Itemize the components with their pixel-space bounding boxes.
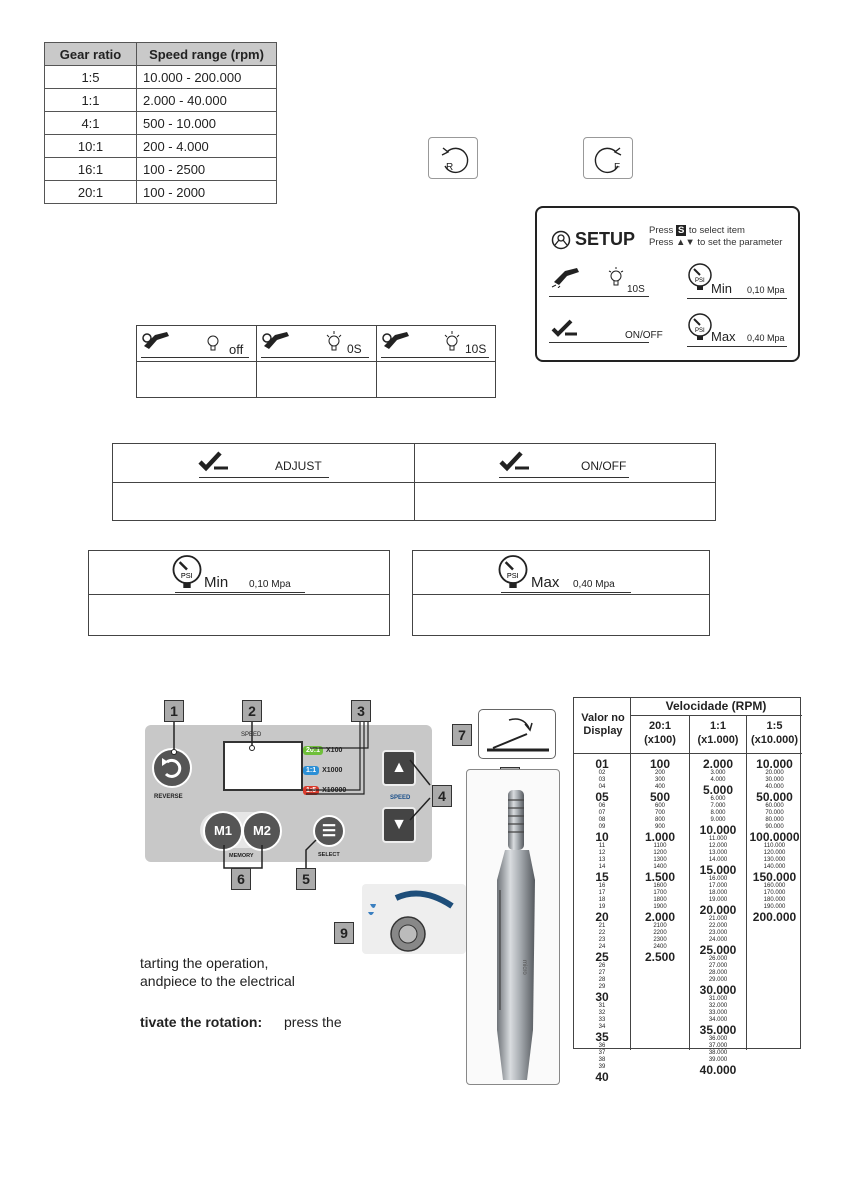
svg-text:micro: micro: [521, 960, 527, 975]
divider: [175, 592, 305, 593]
callout-tag-7: 7: [452, 724, 472, 746]
table-cell: 120.000: [763, 850, 786, 856]
speed-range-cell: 200 - 4.000: [137, 135, 277, 158]
instruction-text: to set the parameter: [697, 237, 783, 248]
handpiece-icon: [381, 330, 415, 354]
table-cell: 14: [598, 864, 606, 870]
table-cell: 1.000: [644, 830, 676, 844]
table-cell: 15.000: [699, 863, 737, 877]
table-cell: 200: [654, 770, 665, 776]
light-bulb-icon: [205, 332, 221, 354]
velocity-column-20-1: [631, 758, 689, 963]
light-value: off: [229, 342, 244, 357]
table-cell: 03: [598, 777, 606, 783]
callout-tag-4: 4: [432, 785, 452, 807]
table-cell: 24.000: [708, 937, 728, 943]
table-cell: 06: [598, 803, 606, 809]
table-cell: 180.000: [763, 897, 786, 903]
steering-wheel-icon: [551, 230, 571, 250]
table-cell: 28: [598, 977, 606, 983]
table-cell: 18.000: [708, 890, 728, 896]
table-cell: 31: [598, 1003, 606, 1009]
up-down-arrows-icon: ▲▼: [675, 237, 695, 248]
table-cell: 09: [598, 824, 606, 830]
setup-instruction-2: [649, 237, 782, 248]
table-cell: 02: [598, 770, 606, 776]
table-cell: 1800: [653, 897, 667, 903]
spray-label: ADJUST: [275, 459, 322, 473]
table-cell: 07: [598, 810, 606, 816]
setup-panel: [535, 206, 800, 362]
velocity-table: [573, 697, 801, 1084]
m2-button[interactable]: M2: [242, 811, 282, 851]
body-text-rest: press the: [284, 1014, 342, 1030]
table-cell: 2.000: [644, 910, 676, 924]
table-cell: 30.000: [699, 983, 737, 997]
table-cell: 26: [598, 963, 606, 969]
memory-label: MEMORY: [229, 853, 254, 859]
table-cell: 12.000: [708, 843, 728, 849]
table-cell: 39.000: [708, 1057, 728, 1063]
instruction-text: Press: [649, 237, 674, 248]
table-cell: 04: [598, 784, 606, 790]
table-row: [45, 181, 277, 204]
light-options-table: [136, 325, 496, 398]
table-cell: 9.000: [710, 817, 726, 823]
table-cell: 1600: [653, 883, 667, 889]
speed-down-button[interactable]: ▼: [382, 807, 416, 843]
col-header-mult: (x1.000): [697, 734, 739, 746]
col-header-ratio: 20:1: [648, 720, 672, 732]
table-cell: 200.000: [752, 910, 797, 924]
divider: [141, 357, 249, 358]
forward-letter: F: [614, 162, 621, 173]
table-cell: 10.000: [756, 757, 793, 771]
light-value: 0S: [347, 342, 362, 356]
table-cell: 37: [598, 1050, 606, 1056]
table-cell: 22.000: [708, 923, 728, 929]
table-cell: 2200: [653, 930, 667, 936]
table-cell: 80.000: [765, 817, 784, 823]
divider: [381, 357, 489, 358]
table-cell: 32.000: [708, 1003, 728, 1009]
divider: [499, 477, 629, 478]
max-value: 0,40 Mpa: [747, 333, 785, 343]
ratio-badge: 1:5: [303, 786, 319, 795]
table-cell: 35: [595, 1030, 609, 1044]
table-cell: 19.000: [708, 897, 728, 903]
ratio-badge: 20:1: [303, 746, 323, 755]
table-cell: 36.000: [708, 1036, 728, 1042]
spray-check-icon: [551, 318, 579, 338]
table-cell: 39: [598, 1064, 606, 1070]
foot-pedal-icon: [479, 710, 557, 760]
table-cell: 17: [598, 890, 606, 896]
min-label: Min: [711, 281, 732, 296]
table-cell: 1100: [653, 843, 667, 849]
table-cell: 08: [598, 817, 606, 823]
table-cell: 6.000: [710, 796, 726, 802]
select-label: SELECT: [318, 852, 340, 858]
table-cell: 29: [598, 984, 606, 990]
table-cell: 100.0000: [749, 830, 800, 844]
table-row: [45, 66, 277, 89]
table-cell: 20: [595, 910, 609, 924]
speed-range-cell: 100 - 2000: [137, 181, 277, 204]
gear-ratio-cell: 4:1: [45, 112, 137, 135]
svg-text:PSI: PSI: [695, 328, 705, 334]
instruction-text: to select item: [688, 225, 745, 236]
table-cell: 20.000: [765, 770, 784, 776]
table-cell: 27: [598, 970, 606, 976]
table-cell: 100: [649, 757, 671, 771]
table-cell: 1.500: [644, 870, 676, 884]
table-cell: 600: [654, 803, 665, 809]
gear-ratio-cell: 20:1: [45, 181, 137, 204]
handpiece-photo: [466, 769, 560, 1085]
table-cell: 110.000: [763, 843, 786, 849]
ratio-multiplier: X1000: [322, 767, 343, 774]
ratio-multiplier: X10000: [322, 787, 347, 794]
col-header: [747, 719, 802, 747]
table-cell: 10.000: [699, 823, 737, 837]
table-cell: 38: [598, 1057, 606, 1063]
table-row: [45, 89, 277, 112]
table-row: [45, 112, 277, 135]
table-cell: 18: [598, 897, 606, 903]
onoff-label: ON/OFF: [625, 330, 663, 341]
body-text-line-2: andpiece to the electrical: [140, 973, 295, 989]
table-cell: 140.000: [763, 864, 786, 870]
table-cell: 160.000: [763, 883, 786, 889]
table-cell: 33: [598, 1017, 606, 1023]
table-cell: 31.000: [708, 996, 728, 1002]
velocity-column-1-5: [747, 758, 802, 923]
display-column: [574, 758, 630, 1083]
table-cell: 50.000: [756, 790, 793, 804]
table-cell: 30: [595, 990, 609, 1004]
table-row: [45, 158, 277, 181]
divider: [687, 346, 787, 347]
pressure-max-box: [412, 550, 710, 636]
divider: [549, 342, 649, 343]
table-cell: 21.000: [708, 916, 728, 922]
speed-range-cell: 2.000 - 40.000: [137, 89, 277, 112]
table-cell: 23.000: [708, 930, 728, 936]
table-cell: 13.000: [708, 850, 728, 856]
table-cell: 190.000: [763, 904, 786, 910]
forward-rotation-icon: [583, 137, 633, 179]
table-cell: 35.000: [699, 1023, 737, 1037]
table-cell: 30.000: [765, 777, 784, 783]
ratio-badge: 1:1: [303, 766, 319, 775]
light-value: 10S: [465, 342, 487, 356]
reverse-label: REVERSE: [154, 794, 183, 800]
table-cell: 4.000: [710, 777, 726, 783]
callout-tag-6: 6: [231, 868, 251, 890]
reverse-rotation-icon: [428, 137, 478, 179]
table-cell: 36: [598, 1043, 606, 1049]
table-cell: 25.000: [699, 943, 737, 957]
table-cell: 05: [595, 790, 609, 804]
divider: [501, 592, 631, 593]
gear-ratio-table: [44, 42, 277, 204]
table-cell: 15: [595, 870, 609, 884]
callout-tag-5: 5: [296, 868, 316, 890]
table-cell: 27.000: [708, 963, 728, 969]
ratio-multiplier: X100: [326, 747, 343, 754]
table-cell: 23: [598, 937, 606, 943]
instruction-text: Press: [649, 225, 674, 236]
body-text-line-3: [140, 1014, 342, 1030]
table-cell: 19: [598, 904, 606, 910]
speed-screen-label: SPEED: [241, 732, 262, 738]
light-bulb-on-icon: [443, 330, 461, 354]
col-header-mult: (x10.000): [750, 734, 799, 746]
spray-check-icon: [198, 450, 230, 472]
speed-range-cell: 10.000 - 200.000: [137, 66, 277, 89]
table-cell: 38.000: [708, 1050, 728, 1056]
col-header: [631, 719, 689, 747]
light-time-value: 10S: [627, 284, 645, 295]
max-label: Max: [711, 329, 736, 344]
table-cell: 400: [654, 784, 665, 790]
table-cell: 40.000: [699, 1063, 737, 1077]
pressure-gauge-icon: [171, 553, 203, 591]
divider: [549, 296, 649, 297]
table-cell: 32: [598, 1010, 606, 1016]
select-key-icon: S: [677, 225, 685, 236]
speed-up-button[interactable]: ▲: [382, 750, 416, 786]
pressure-gauge-icon: [497, 553, 529, 591]
pressure-gauge-icon: [687, 312, 713, 342]
table-cell: 70.000: [765, 810, 784, 816]
gear-ratio-cell: 1:1: [45, 89, 137, 112]
table-cell: 1300: [653, 857, 667, 863]
velocity-column-1-1: [690, 758, 746, 1076]
table-cell: 40.000: [765, 784, 784, 790]
callout-tag-1: 1: [164, 700, 184, 722]
table-cell: 16: [598, 883, 606, 889]
light-bulb-on-icon: [325, 330, 343, 354]
m1-button[interactable]: M1: [203, 811, 243, 851]
speed-label: SPEED: [390, 795, 411, 801]
table-cell: 12: [598, 850, 606, 856]
table-cell: 40: [595, 1070, 609, 1084]
select-button[interactable]: ☰: [313, 815, 345, 847]
table-cell: 13: [598, 857, 606, 863]
table-cell: 21: [598, 923, 606, 929]
table-cell: 1200: [653, 850, 667, 856]
table-cell: 26.000: [708, 956, 728, 962]
table-cell: 37.000: [708, 1043, 728, 1049]
col-header-mult: (x100): [644, 734, 676, 746]
table-cell: 33.000: [708, 1010, 728, 1016]
table-cell: 22: [598, 930, 606, 936]
table-cell: 130.000: [763, 857, 786, 863]
pressure-value: 0,10 Mpa: [249, 579, 291, 590]
pressure-label: Min: [204, 574, 229, 591]
speed-range-cell: 100 - 2500: [137, 158, 277, 181]
pressure-min-box: [88, 550, 390, 636]
min-value: 0,10 Mpa: [747, 285, 785, 295]
table-cell: 90.000: [765, 824, 784, 830]
table-cell: 11.000: [709, 836, 727, 842]
table-cell: 1400: [653, 864, 667, 870]
light-bulb-icon: [607, 266, 625, 288]
table-cell: 34.000: [708, 1017, 728, 1023]
table-cell: 24: [598, 944, 606, 950]
pressure-label: Max: [531, 574, 560, 591]
table-cell: 170.000: [763, 890, 786, 896]
divider: [687, 298, 787, 299]
callout-tag-2: 2: [242, 700, 262, 722]
table-cell: 8.000: [710, 810, 726, 816]
table-cell: 2.500: [644, 950, 676, 964]
gear-ratio-cell: 16:1: [45, 158, 137, 181]
spray-check-icon: [499, 450, 531, 472]
table-cell: 01: [595, 757, 609, 771]
setup-instruction-1: [649, 225, 745, 236]
table-cell: 1700: [653, 890, 667, 896]
table-cell: 10: [595, 830, 609, 844]
table-cell: 29.000: [708, 977, 728, 983]
col-header-ratio: 1:1: [710, 720, 726, 732]
table-cell: 1900: [653, 904, 667, 910]
svg-text:PSI: PSI: [695, 278, 705, 284]
table-cell: 500: [649, 790, 671, 804]
foot-pedal-box: [478, 709, 556, 759]
table-cell: 2.000: [702, 757, 734, 771]
table-cell: 11: [598, 843, 606, 849]
table-cell: 34: [598, 1024, 606, 1030]
pressure-value: 0,40 Mpa: [573, 579, 615, 590]
table-cell: 20.000: [699, 903, 737, 917]
display-header: Valor no Display: [581, 712, 625, 737]
table-cell: 300: [654, 777, 665, 783]
table-cell: 2400: [653, 944, 667, 950]
pressure-gauge-icon: [687, 262, 713, 292]
col-header: [690, 719, 746, 747]
handpiece-icon: [551, 266, 585, 288]
divider: [261, 357, 369, 358]
svg-text:PSI: PSI: [506, 571, 519, 581]
speed-range-cell: 500 - 10.000: [137, 112, 277, 135]
svg-text:PSI: PSI: [180, 571, 193, 581]
table-cell: 7.000: [710, 803, 726, 809]
table-cell: 700: [654, 810, 665, 816]
table-row: [45, 135, 277, 158]
table-cell: 14.000: [708, 857, 728, 863]
handpiece-icon: [141, 330, 175, 354]
col-header-ratio: 1:5: [766, 720, 783, 732]
table-cell: 5.000: [702, 783, 734, 797]
gear-ratio-cell: 10:1: [45, 135, 137, 158]
gear-header-speed: Speed range (rpm): [137, 43, 277, 66]
body-text-line-1: tarting the operation,: [140, 955, 269, 971]
reverse-letter: R: [446, 162, 454, 173]
table-cell: 60.000: [765, 803, 784, 809]
table-cell: 25: [595, 950, 609, 964]
spray-knob-photo: [362, 884, 466, 954]
setup-title: SETUP: [575, 229, 636, 249]
table-cell: 16.000: [708, 876, 728, 882]
spray-label: ON/OFF: [581, 459, 627, 473]
velocity-title: Velocidade (RPM): [665, 699, 767, 713]
callout-tag-9: 9: [334, 922, 354, 944]
table-cell: 150.000: [752, 870, 797, 884]
table-cell: 2300: [653, 937, 667, 943]
body-text-bold: tivate the rotation:: [140, 1014, 263, 1030]
table-cell: 2100: [653, 923, 667, 929]
callout-tag-3: 3: [351, 700, 371, 722]
gear-header-ratio: Gear ratio: [45, 43, 137, 66]
spray-options-table: [112, 443, 716, 521]
table-cell: 3.000: [710, 770, 726, 776]
table-cell: 17.000: [708, 883, 728, 889]
divider: [199, 477, 329, 478]
gear-ratio-cell: 1:5: [45, 66, 137, 89]
table-cell: 800: [654, 817, 665, 823]
table-cell: 28.000: [708, 970, 728, 976]
handpiece-icon: [261, 330, 295, 354]
table-cell: 900: [654, 824, 665, 830]
